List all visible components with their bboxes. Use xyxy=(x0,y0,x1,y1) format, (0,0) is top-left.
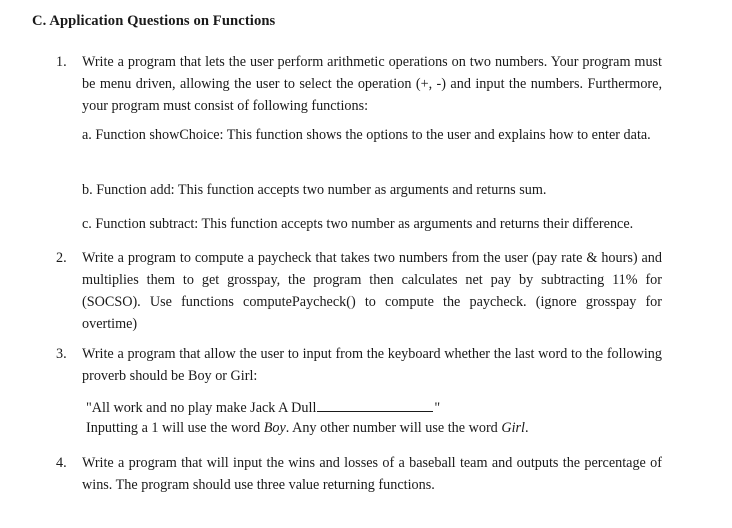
hint-middle: . Any other number will use the word xyxy=(285,420,502,436)
question-number: 2. xyxy=(56,250,67,266)
section-heading: C. Application Questions on Functions xyxy=(32,13,276,29)
question-3 xyxy=(56,343,662,387)
question-number: 1. xyxy=(56,54,67,70)
hint-word-boy: Boy xyxy=(263,420,286,436)
hint-word-girl: Girl xyxy=(501,420,525,436)
question-text: Write a program that will input the wins and losses of a baseball team and outputs the percentage of wins. The program should use three value returning functions. xyxy=(82,455,662,493)
question-1-sub-b: b. Function add: This function accepts two number as arguments and returns sum. xyxy=(82,182,547,198)
question-2 xyxy=(56,247,662,335)
proverb-hint xyxy=(86,418,646,438)
proverb-text: "All work and no play make Jack A Dull xyxy=(86,400,317,416)
question-number: 4. xyxy=(56,455,67,471)
question-4 xyxy=(56,452,662,496)
hint-suffix: . xyxy=(524,420,529,436)
question-1 xyxy=(56,51,662,117)
question-text: Write a program to compute a paycheck that takes two numbers from the user (pay rate & hours) and multiplies them to get grosspay, the program then calculates net pay by subtracting 11% for (SOCSO). Use functions computePaycheck() to compute the paycheck. (ignore grosspay for overtime) xyxy=(82,250,662,332)
question-1-sub-c: c. Function subtract: This function accepts two number as arguments and returns their difference. xyxy=(82,216,634,232)
proverb-quote xyxy=(86,398,646,418)
question-text: Write a program that lets the user perform arithmetic operations on two numbers. Your program must be menu driven, allowing the user to select the operation (+, -) and input the numbers. Furthermore, your program must consist of following functions: xyxy=(82,54,662,114)
question-1-sub-a: a. Function showChoice: This function shows the options to the user and explains how to enter data. xyxy=(82,127,651,143)
fill-blank xyxy=(317,399,433,412)
proverb-close-quote: " xyxy=(434,400,441,416)
question-text: Write a program that allow the user to input from the keyboard whether the last word to the following proverb should be Boy or Girl: xyxy=(82,346,662,384)
hint-prefix: Inputting a 1 will use the word xyxy=(86,420,264,436)
question-number: 3. xyxy=(56,346,67,362)
